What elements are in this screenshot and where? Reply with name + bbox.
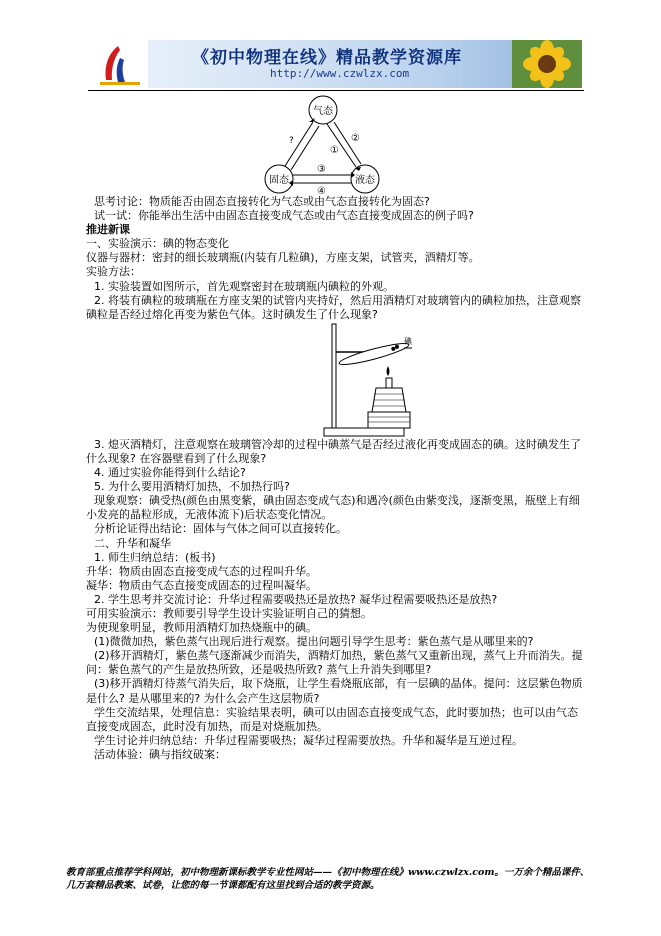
section-heading-new-lesson: 推进新课 — [86, 223, 130, 237]
page-footer — [66, 866, 606, 892]
discussion-heat: 2. 学生思考并交流讨论：升华过程需要吸热还是放热? 凝华过程需要吸热还是放热? — [94, 592, 498, 606]
observation-paragraph: 现象观察：碘受热(颜色由黑变紫，碘由固态变成气态)和遇冷(颜色由紫变浅，逐渐变黑，瓶壁上有细小发亮的晶粒形成，无液体流下)后状态变化情况。 — [86, 494, 580, 522]
step-4: 4. 通过实验你能得到什么结论? — [94, 466, 246, 480]
discussion-question: 思考讨论：物质能否由固态直接转化为气态或由气态直接转化为固态? — [94, 195, 430, 208]
footer-line-1: 教育部重点推荐学科网站，初中物理新课标教学专业性网站——《初中物理在线》www.czwlzx.com。一万余个精品课件、 — [66, 867, 590, 878]
demo-line: 可用实验演示：教师要引导学生设计实验证明自己的猜想。 — [86, 606, 372, 620]
banner-title: 《初中物理在线》精品教学资源库 — [192, 48, 462, 68]
try-question: 试一试：你能举出生活中由固态直接变成气态或由气态直接变成固态的例子吗? — [94, 209, 474, 223]
sunflower-icon — [512, 40, 582, 88]
method-heading: 实验方法： — [86, 265, 141, 279]
arrow-label-3: ③ — [317, 164, 326, 175]
section-heading-sublimation: 二、升华和凝华 — [94, 536, 171, 550]
gas-label: 气态 — [313, 106, 333, 117]
equipment-line: 仪器与器材：密封的细长玻璃瓶(内装有几粒碘)，方座支架，试管夹，酒精灯等。 — [86, 251, 480, 265]
heating-line: 为使现象明显，教师用酒精灯加热烧瓶中的碘。 — [86, 621, 317, 635]
step-3: 3. 熄灭酒精灯，注意观察在玻璃管冷却的过程中碘蒸气是否经过液化再变成固态的碘。这时碘发生了什么现象? 在容器壁看到了什么现象? — [86, 437, 581, 465]
step-5: 5. 为什么要用酒精灯加热，不加热行吗? — [94, 480, 290, 494]
observation-3: (3)移开酒精灯待蒸气消失后，取下烧瓶，让学生看烧瓶底部，有一层碘的晶体。提问：这层紫色物质是什么? 是从哪里来的? 为什么会产生这层物质? — [86, 677, 583, 705]
liquid-label: 液态 — [355, 175, 375, 186]
section-heading-experiment: 一、实验演示：碘的物态变化 — [86, 237, 229, 251]
arrow-label-2: ② — [351, 133, 360, 144]
footer-line-2: 几万套精品教案、试卷，让您的每一节课都配有这里找到合适的教学资源。 — [66, 880, 380, 891]
summary-heading: 1. 师生归纳总结：(板书) — [94, 550, 216, 564]
arrow-label-1: ① — [330, 145, 339, 156]
header-banner — [92, 40, 582, 88]
iodine-label: 碘 — [404, 336, 412, 346]
activity-line: 活动体验：碘与指纹破案： — [94, 747, 226, 761]
banner-url: http://www.czwlzx.com — [270, 67, 410, 80]
observation-2: (2)移开酒精灯，紫色蒸气逐渐减少而消失，酒精灯加热，紫色蒸气又重新出现，蒸气上升而消失。提问：紫色蒸气的产生是放热所致，还是吸热所致? 蒸气上升消失到哪里? — [86, 649, 583, 677]
sublimation-definition: 升华：物质由固态直接变成气态的过程叫升华。 — [86, 564, 317, 578]
document-body — [86, 195, 588, 762]
step-1: 1. 实验装置如图所示，首先观察密封在玻璃瓶内碘粒的外观。 — [94, 279, 394, 293]
arrow-label-4: ④ — [317, 186, 326, 195]
student-exchange: 学生交流结果，处理信息：实验结果表明，碘可以由固态直接变成气态，此时要加热；也可以由气态直接变成固态，此时没有加热，而是对烧瓶加热。 — [86, 705, 578, 733]
header-rule — [88, 90, 584, 91]
iodine-apparatus-figure — [306, 322, 416, 438]
conclusion-line: 分析论证得出结论：固体与气体之间可以直接转化。 — [94, 522, 347, 536]
deposition-definition: 凝华：物质由气态直接变成固态的过程叫凝华。 — [86, 578, 317, 592]
step-2: 2. 将装有碘粒的玻璃瓶在方座支架的试管内夹持好，然后用酒精灯对玻璃管内的碘粒加热，注意观察碘粒是否经过熔化再变为紫色气体。这时碘发生了什么现象? — [86, 293, 581, 321]
question-mark-label: ? — [289, 136, 294, 146]
observation-1: (1)微微加热，紫色蒸气出现后进行观察。提出问题引导学生思考：紫色蒸气是从哪里来的? — [94, 635, 534, 649]
solid-label: 固态 — [269, 175, 289, 186]
state-diagram — [255, 95, 395, 195]
site-logo-icon — [92, 40, 148, 88]
student-summary: 学生讨论并归纳总结：升华过程需要吸热；凝华过程需要放热。升华和凝华是互逆过程。 — [94, 733, 523, 747]
